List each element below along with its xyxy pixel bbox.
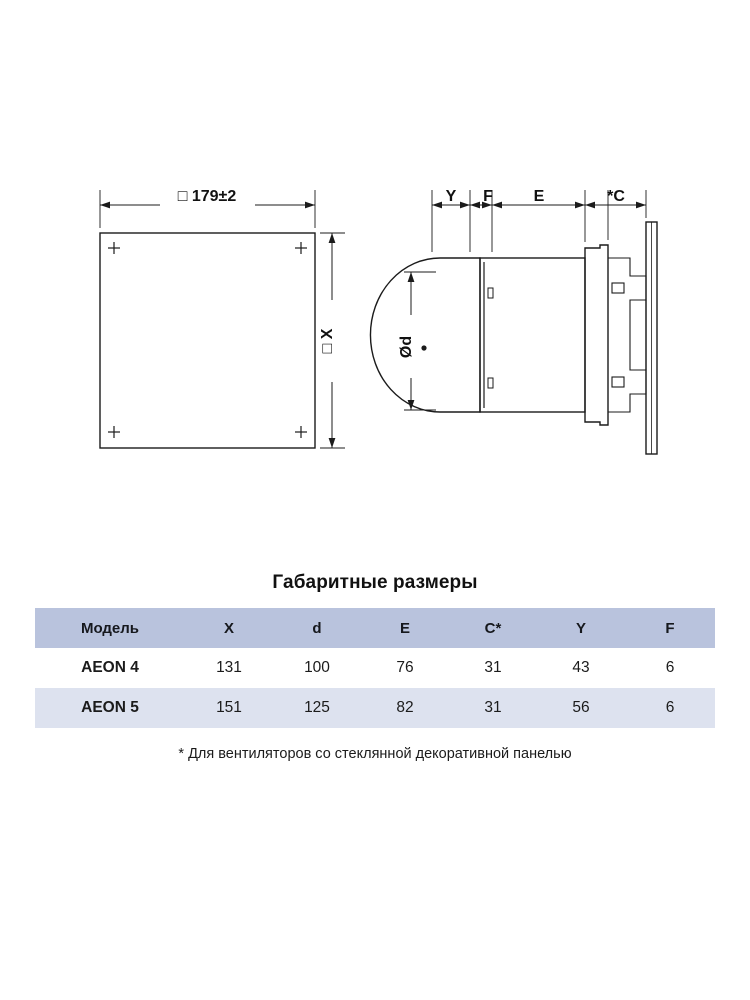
cell-x: 151 <box>185 688 273 728</box>
table-title: Габаритные размеры <box>272 572 478 593</box>
dimension-c-label: *C <box>607 188 625 205</box>
cell-f: 6 <box>625 648 715 688</box>
column-header-f: F <box>625 608 715 648</box>
front-view <box>100 188 345 448</box>
column-header-x: X <box>185 608 273 648</box>
table-head <box>35 608 715 648</box>
table-row <box>35 688 715 728</box>
cell-e: 82 <box>361 688 449 728</box>
cell-y: 43 <box>537 648 625 688</box>
cell-c: 31 <box>449 648 537 688</box>
cell-model: AEON 4 <box>35 648 185 688</box>
side-view <box>370 188 657 454</box>
front-top-dimension-label: □ 179±2 <box>177 188 237 205</box>
column-header-d: d <box>273 608 361 648</box>
table-row <box>35 648 715 688</box>
front-side-dimension-label: □ X <box>319 328 336 354</box>
dimensions-table <box>35 608 715 728</box>
dimension-y-label: Y <box>445 188 457 205</box>
cell-d: 100 <box>273 648 361 688</box>
cell-f: 6 <box>625 688 715 728</box>
cell-e: 76 <box>361 648 449 688</box>
cell-x: 131 <box>185 648 273 688</box>
dimension-f-label: F <box>483 188 493 205</box>
column-header-model: Модель <box>35 608 185 648</box>
column-header-c: C* <box>449 608 537 648</box>
table-header-row <box>35 608 715 648</box>
dimension-e-label: E <box>533 188 545 205</box>
cell-y: 56 <box>537 688 625 728</box>
table-body <box>35 648 715 728</box>
column-header-y: Y <box>537 608 625 648</box>
diameter-label: Ød <box>398 335 415 359</box>
cell-c: 31 <box>449 688 537 728</box>
corner-mark-group <box>108 242 307 438</box>
table-footnote: * Для вентиляторов со стеклянной декоративной панелью <box>178 746 572 762</box>
cell-d: 125 <box>273 688 361 728</box>
cell-model: AEON 5 <box>35 688 185 728</box>
dimensions-table-block <box>0 572 750 762</box>
column-header-e: E <box>361 608 449 648</box>
